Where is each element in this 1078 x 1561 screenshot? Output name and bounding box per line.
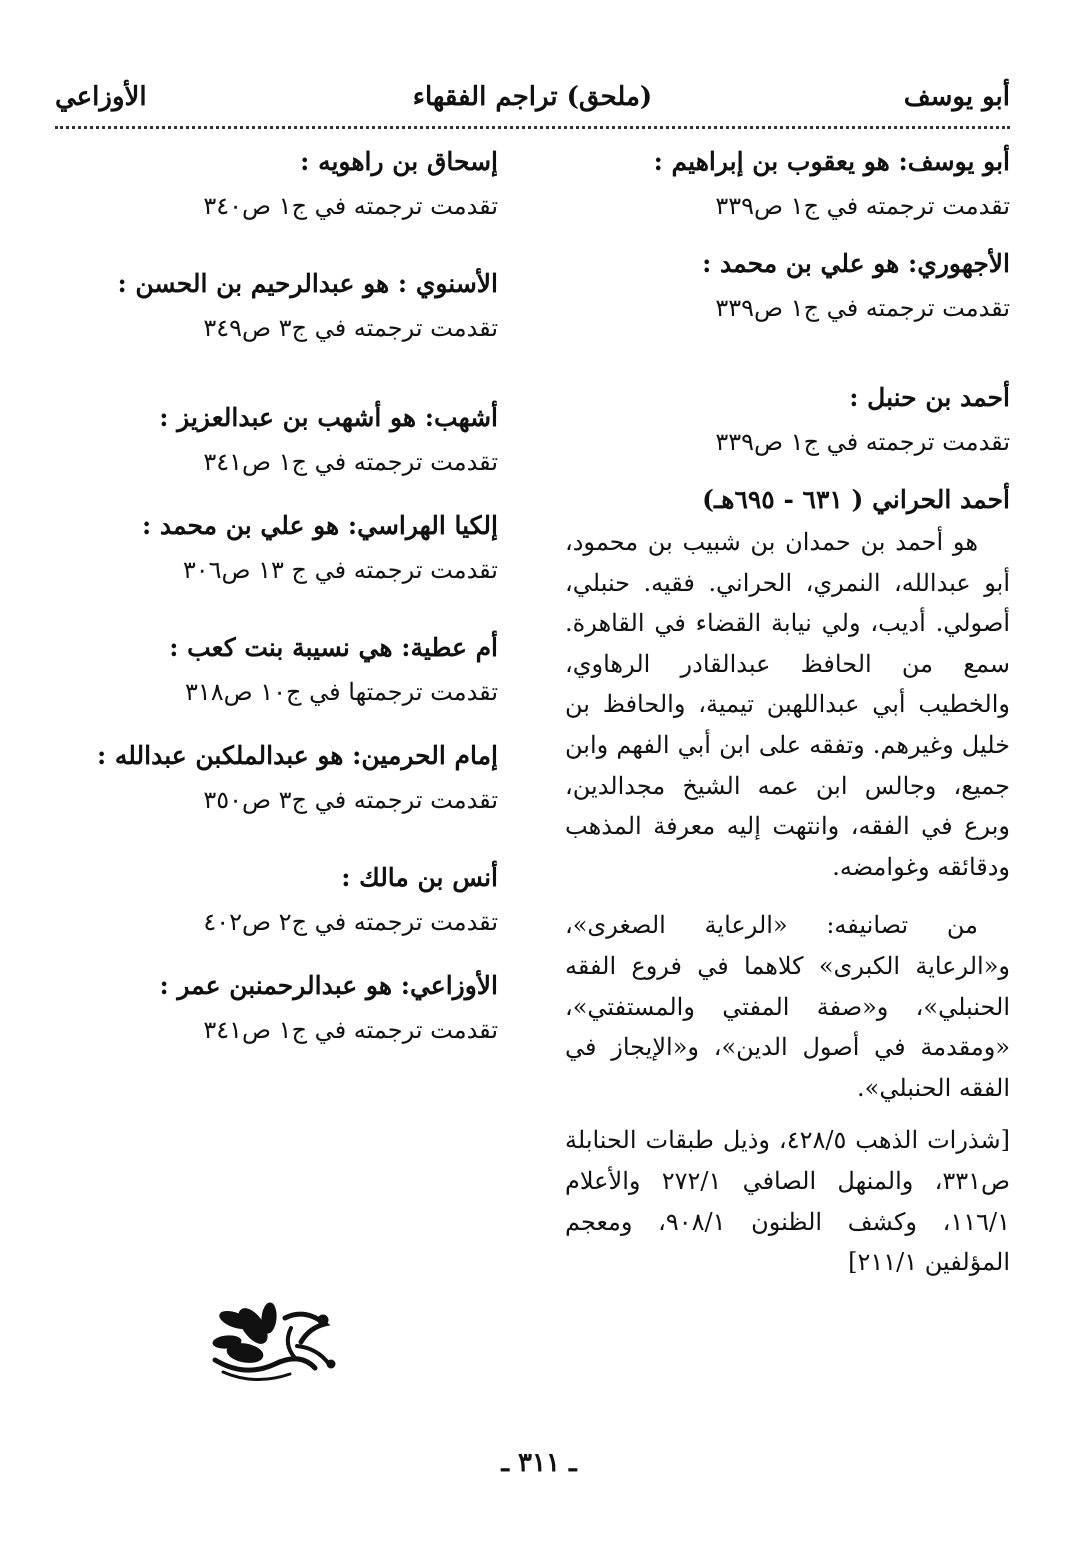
entry-anas-ibn-malik [53, 856, 498, 944]
header-left-title: الأوزاعي [55, 82, 147, 112]
entry-reference: تقدمت ترجمته في ج٢ ص٤٠٢ [203, 908, 498, 936]
biography-works: من تصانيفه: «الرعاية الصغرى»، و«الرعاية الكبرى» كلاهما في فروع الفقه الحنبلي»، و«صفة المفتي والمستفتي»، «ومقدمة في أصول الدين»، و«الإيجاز في الفقه الحنبلي». [565, 911, 1010, 1102]
entry-ahmad-ibn-hanbal [565, 376, 1010, 464]
header-dotted-rule [55, 126, 1010, 129]
entry-reference: تقدمت ترجمته في ج١ ص٣٤٠ [203, 192, 498, 220]
entry-reference: تقدمت ترجمته في ج٣ ص٣٤٩ [203, 314, 498, 342]
entry-heading: إسحاق بن راهويه : [300, 147, 498, 176]
header-center-title: (ملحق) تراجم الفقهاء [412, 82, 653, 112]
entry-heading: إلكيا الهراسي: هو علي بن محمد : [141, 511, 498, 540]
entry-heading: الأجهوري: هو علي بن محمد : [702, 249, 1010, 278]
entry-heading: أم عطية: هي نسيبة بنت كعب : [169, 633, 498, 662]
biography-heading: أحمد الحراني ( ٦٣١ - ٦٩٥هـ) [702, 485, 1010, 514]
entry-heading: إمام الحرمين: هو عبدالملكبن عبدالله : [96, 741, 498, 770]
entry-reference: تقدمت ترجمته في ج١ ص٣٤١ [203, 1016, 498, 1044]
biography-ahmad-al-harrani [565, 478, 1010, 1283]
entry-ishaq-ibn-rahawayh [53, 140, 498, 228]
page-number: ـ ٣١١ ـ [501, 1448, 577, 1478]
biography-sources: [شذرات الذهب ٤٢٨/٥، وذيل طبقات الحنابلة ص٣٣١، والمنهل الصافي ٢٧٢/١ والأعلام ١١٦/١، وكشف الظنون ٩٠٨/١، ومعجم المؤلفين ٢١١/١] [565, 1126, 1010, 1277]
left-column [53, 140, 498, 1086]
entry-reference: تقدمت ترجمته في ج١ ص٣٣٩ [715, 294, 1010, 322]
entry-reference: تقدمت ترجمته في ج٣ ص٣٥٠ [203, 786, 498, 814]
entry-abu-yusuf [565, 140, 1010, 228]
entry-reference: تقدمت ترجمته في ج ١٣ ص٣٠٦ [182, 556, 498, 584]
entry-heading: أحمد بن حنبل : [849, 383, 1010, 412]
floral-ornament-icon [205, 1298, 340, 1388]
entry-reference: تقدمت ترجمته في ج١ ص٣٣٩ [715, 192, 1010, 220]
entry-heading: أشهب: هو أشهب بن عبدالعزيز : [159, 403, 498, 432]
entry-al-ajhouri [565, 242, 1010, 330]
header-right-title: أبو يوسف [903, 82, 1010, 112]
entry-heading: أبو يوسف: هو يعقوب بن إبراهيم : [653, 147, 1010, 176]
running-header [55, 82, 1010, 122]
entry-al-asnawi [53, 262, 498, 350]
entry-reference: تقدمت ترجمته في ج١ ص٣٤١ [203, 448, 498, 476]
entry-heading: الأوزاعي: هو عبدالرحمنبن عمر : [159, 971, 498, 1000]
entry-reference: تقدمت ترجمته في ج١ ص٣٣٩ [715, 428, 1010, 456]
entry-heading: الأسنوي : هو عبدالرحيم بن الحسن : [117, 269, 498, 298]
biography-body: هو أحمد بن حمدان بن شبيب بن محمود، أبو عبدالله، النمري، الحراني. فقيه. حنبلي، أصولي. أديب، ولي نيابة القضاء في القاهرة. سمع من الحافظ عبدالقادر الرهاوي، والخطيب أبي عبداللهبن تيمية، والحافظ بن خليل وغيرهم. وتفقه على ابن أبي الفهم وابن جميع، وجالس ابن عمه الشيخ مجدالدين، وبرع في الفقه، وانتهت إليه معرفة المذهب ودقائقه وغوامضه. [565, 528, 1010, 881]
entry-ilkiya-al-harrasi [53, 504, 498, 592]
entry-ashhab [53, 396, 498, 484]
right-column [565, 140, 1010, 1283]
entry-reference: تقدمت ترجمتها في ج١٠ ص٣١٨ [184, 678, 498, 706]
entry-imam-al-haramayn [53, 734, 498, 822]
entry-heading: أنس بن مالك : [341, 863, 498, 892]
entry-al-awzai [53, 964, 498, 1052]
entry-umm-atiyya [53, 626, 498, 714]
